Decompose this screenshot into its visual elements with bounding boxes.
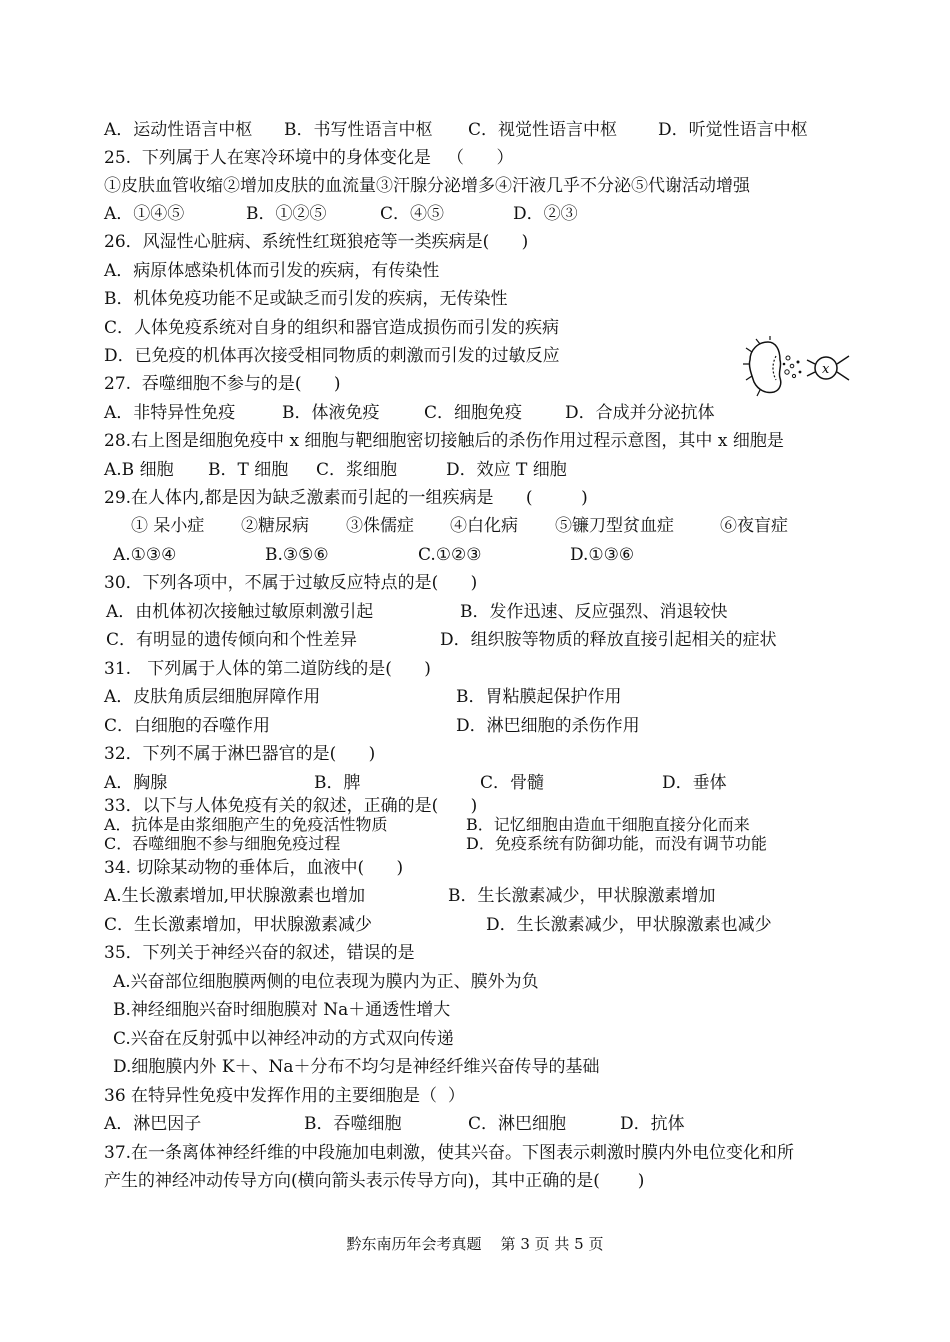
q25-option-c: C．④⑤ xyxy=(380,204,445,224)
q33-option-b: B．记忆细胞由造血干细胞直接分化而来 xyxy=(466,815,750,834)
q37-line-2: 产生的神经冲动传导方向(横向箭头表示传导方向)，其中正确的是( ) xyxy=(104,1171,645,1191)
q36-stem: 36 在特异性免疫中发挥作用的主要细胞是（ ） xyxy=(104,1086,465,1106)
q34-option-b: B．生长激素减少，甲状腺激素增加 xyxy=(448,886,716,906)
q25-items: ①皮肤血管收缩②增加皮肤的血流量③汗腺分泌增多④汗液几乎不分泌⑤代谢活动增强 xyxy=(104,176,750,196)
q26-option-c: C．人体免疫系统对自身的组织和器官造成损伤而引发的疾病 xyxy=(104,318,560,338)
q24-option-b: B．书写性语言中枢 xyxy=(284,120,433,140)
q35-stem: 35．下列关于神经兴奋的叙述，错误的是 xyxy=(104,943,415,963)
q36-option-b: B．吞噬细胞 xyxy=(304,1114,402,1134)
q26-stem: 26．风湿性心脏病、系统性红斑狼疮等一类疾病是( ) xyxy=(104,232,529,252)
q31-option-b: B．胃粘膜起保护作用 xyxy=(456,687,622,707)
q29-item-1: ① 呆小症 xyxy=(131,516,205,536)
q31-option-c: C．白细胞的吞噬作用 xyxy=(104,716,271,736)
q31-stem: 31. 下列属于人体的第二道防线的是( ) xyxy=(104,659,431,679)
target-cell xyxy=(749,342,780,393)
q25-option-d: D．②③ xyxy=(513,204,578,224)
q29-option-a: A.①③④ xyxy=(113,545,177,565)
q26-option-a: A．病原体感染机体而引发的疾病，有传染性 xyxy=(104,261,440,281)
q24-option-d: D．听觉性语言中枢 xyxy=(658,120,808,140)
q33-option-d: D．免疫系统有防御功能，而没有调节功能 xyxy=(466,834,767,853)
q27-option-c: C．细胞免疫 xyxy=(424,403,523,423)
q27-option-d: D．合成并分泌抗体 xyxy=(565,403,715,423)
q32-option-a: A．胸腺 xyxy=(104,773,168,793)
q28-option-c: C．浆细胞 xyxy=(316,460,398,480)
q34-option-a: A.生长激素增加,甲状腺激素也增加 xyxy=(104,886,366,906)
q31-option-a: A．皮肤角质层细胞屏障作用 xyxy=(104,687,321,707)
q35-option-d: D.细胞膜内外 K＋、Na＋分布不均匀是神经纤维兴奋传导的基础 xyxy=(113,1057,600,1077)
q28-option-d: D．效应 T 细胞 xyxy=(446,460,567,480)
q26-option-d: D．已免疫的机体再次接受相同物质的刺激而引发的过敏反应 xyxy=(104,346,560,366)
q27-stem: 27. 吞噬细胞不参与的是( ) xyxy=(104,374,341,394)
q32-option-d: D．垂体 xyxy=(662,773,727,793)
q36-option-c: C．淋巴细胞 xyxy=(468,1114,567,1134)
q37-line-1: 37.在一条离体神经纤维的中段施加电刺激，使其兴奋。下图表示刺激时膜内外电位变化和所 xyxy=(104,1143,795,1163)
q25-option-a: A．①④⑤ xyxy=(104,204,185,224)
q25-stem: 25. 下列属于人在寒冷环境中的身体变化是 （ ） xyxy=(104,148,514,168)
q31-option-d: D．淋巴细胞的杀伤作用 xyxy=(456,716,640,736)
q32-stem: 32．下列不属于淋巴器官的是( ) xyxy=(104,744,376,764)
q33-stem: 33．以下与人体免疫有关的叙述，正确的是( ) xyxy=(104,796,478,816)
q24-option-c: C．视觉性语言中枢 xyxy=(468,120,618,140)
q34-option-d: D．生长激素减少，甲状腺激素也减少 xyxy=(486,915,772,935)
q36-option-a: A．淋巴因子 xyxy=(104,1114,202,1134)
q29-item-3: ③侏儒症 xyxy=(346,516,414,536)
cell-killing-figure xyxy=(740,336,860,398)
q33-option-c: C．吞噬细胞不参与细胞免疫过程 xyxy=(104,834,341,853)
q35-option-b: B.神经细胞兴奋时细胞膜对 Na＋通透性增大 xyxy=(113,1000,451,1020)
q29-option-b: B.③⑤⑥ xyxy=(265,545,329,565)
page-footer: 黔东南历年会考真题 第 3 页 共 5 页 xyxy=(346,1235,604,1253)
q26-option-b: B．机体免疫功能不足或缺乏而引发的疾病，无传染性 xyxy=(104,289,508,309)
q30-option-b: B．发作迅速、反应强烈、消退较快 xyxy=(460,602,728,622)
q35-option-c: C.兴奋在反射弧中以神经冲动的方式双向传递 xyxy=(113,1029,454,1049)
q30-option-a: A．由机体初次接触过敏原刺激引起 xyxy=(106,602,374,622)
q29-item-2: ②糖尿病 xyxy=(241,516,309,536)
q29-option-c: C.①②③ xyxy=(418,545,482,565)
q35-option-a: A.兴奋部位细胞膜两侧的电位表现为膜内为正、膜外为负 xyxy=(113,972,539,992)
q34-stem: 34. 切除某动物的垂体后，血液中( ) xyxy=(104,858,404,878)
q29-stem: 29.在人体内,都是因为缺乏激素而引起的一组疾病是 ( ) xyxy=(104,488,588,508)
q30-option-c: C．有明显的遗传倾向和个性差异 xyxy=(106,630,358,650)
q29-item-6: ⑥夜盲症 xyxy=(720,516,788,536)
q27-option-b: B．体液免疫 xyxy=(282,403,380,423)
q28-option-b: B．T 细胞 xyxy=(208,460,289,480)
q24-option-a: A．运动性语言中枢 xyxy=(104,120,253,140)
q32-option-c: C．骨髓 xyxy=(480,773,545,793)
q33-option-a: A．抗体是由浆细胞产生的免疫活性物质 xyxy=(104,815,388,834)
q28-option-a: A.B 细胞 xyxy=(104,460,174,480)
q25-option-b: B．①②⑤ xyxy=(246,204,327,224)
q32-option-b: B．脾 xyxy=(314,773,361,793)
q29-item-4: ④白化病 xyxy=(450,516,518,536)
q27-option-a: A．非特异性免疫 xyxy=(104,403,236,423)
q28-stem: 28.右上图是细胞免疫中 x 细胞与靶细胞密切接触后的杀伤作用过程示意图，其中 x 细胞是 xyxy=(104,431,784,451)
q30-stem: 30．下列各项中，不属于过敏反应特点的是( ) xyxy=(104,573,478,593)
q36-option-d: D．抗体 xyxy=(620,1114,685,1134)
q29-option-d: D.①③⑥ xyxy=(570,545,635,565)
q34-option-c: C．生长激素增加，甲状腺激素减少 xyxy=(104,915,373,935)
x-cell-label: x xyxy=(822,362,830,377)
q30-option-d: D．组织胺等物质的释放直接引起相关的症状 xyxy=(440,630,777,650)
q29-item-5: ⑤镰刀型贫血症 xyxy=(555,516,674,536)
